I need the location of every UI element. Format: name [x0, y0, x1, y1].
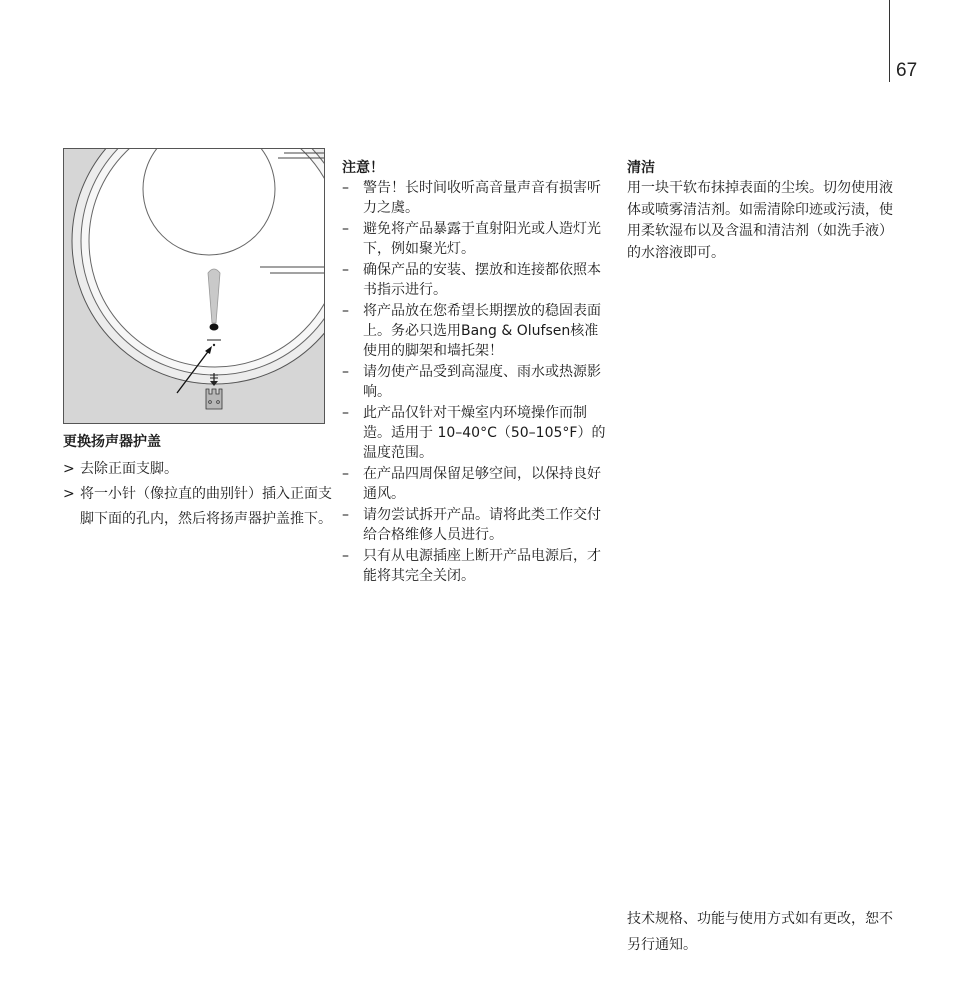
page-divider-line — [889, 0, 890, 82]
caution-text: 请勿使产品受到高湿度、雨水或热源影响。 — [363, 364, 601, 400]
replace-cover-heading: 更换扬声器护盖 — [63, 434, 161, 450]
cleaning-text: 用一块干软布抹掉表面的尘埃。切勿使用液体或喷雾清洁剂。如需清除印迹或污渍，使用柔软湿布以及含温和清洁剂（如洗手液）的水溶液即可。 — [627, 180, 893, 261]
caution-text: 将产品放在您希望长期摆放的稳固表面上。务必只选用Bang & Olufsen核准使用的脚架和墙托架！ — [363, 303, 601, 359]
caution-text: 避免将产品暴露于直射阳光或人造灯光下，例如聚光灯。 — [363, 221, 601, 257]
dash-marker: – — [342, 303, 349, 319]
caution-text: 此产品仅针对干燥室内环境操作而制造。适用于 10–40°C（50–105°F）的温度范围。 — [363, 405, 606, 461]
caution-item — [342, 362, 612, 402]
step-text: 将一小针（像拉直的曲别针）插入正面支脚下面的孔内，然后将扬声器护盖推下。 — [80, 486, 332, 527]
dash-marker: – — [342, 221, 349, 237]
dash-marker: – — [342, 262, 349, 278]
cleaning-section — [627, 158, 893, 264]
dash-marker: – — [342, 507, 349, 523]
step-marker: > — [63, 486, 75, 502]
caution-item — [342, 403, 612, 463]
dash-marker: – — [342, 405, 349, 421]
caution-item — [342, 219, 612, 259]
caution-section — [342, 158, 612, 587]
caution-text: 请勿尝试拆开产品。请将此类工作交付给合格维修人员进行。 — [363, 507, 601, 543]
step-item — [63, 457, 333, 482]
dash-marker: – — [342, 364, 349, 380]
caution-item — [342, 260, 612, 300]
dash-marker: – — [342, 548, 349, 564]
step-item — [63, 482, 333, 532]
caution-item — [342, 301, 612, 361]
footer-note: 技术规格、功能与使用方式如有更改，恕不另行通知。 — [627, 911, 893, 953]
caution-item — [342, 505, 612, 545]
page-number: 67 — [896, 60, 918, 81]
caution-text: 只有从电源插座上断开产品电源后，才能将其完全关闭。 — [363, 548, 601, 584]
caution-text: 警告！长时间收听高音量声音有损害听力之虞。 — [363, 180, 601, 216]
cleaning-heading: 清洁 — [627, 160, 655, 176]
step-text: 去除正面支脚。 — [80, 461, 178, 477]
caution-item — [342, 464, 612, 504]
caution-item — [342, 178, 612, 218]
caution-text: 在产品四周保留足够空间，以保持良好通风。 — [363, 466, 601, 502]
replace-cover-section — [63, 432, 333, 532]
speaker-cover-illustration — [63, 148, 325, 424]
step-marker: > — [63, 461, 75, 477]
caution-item — [342, 546, 612, 586]
dash-marker: – — [342, 466, 349, 482]
dash-marker: – — [342, 180, 349, 196]
caution-text: 确保产品的安装、摆放和连接都依照本书指示进行。 — [363, 262, 601, 298]
caution-heading: 注意！ — [342, 160, 384, 176]
